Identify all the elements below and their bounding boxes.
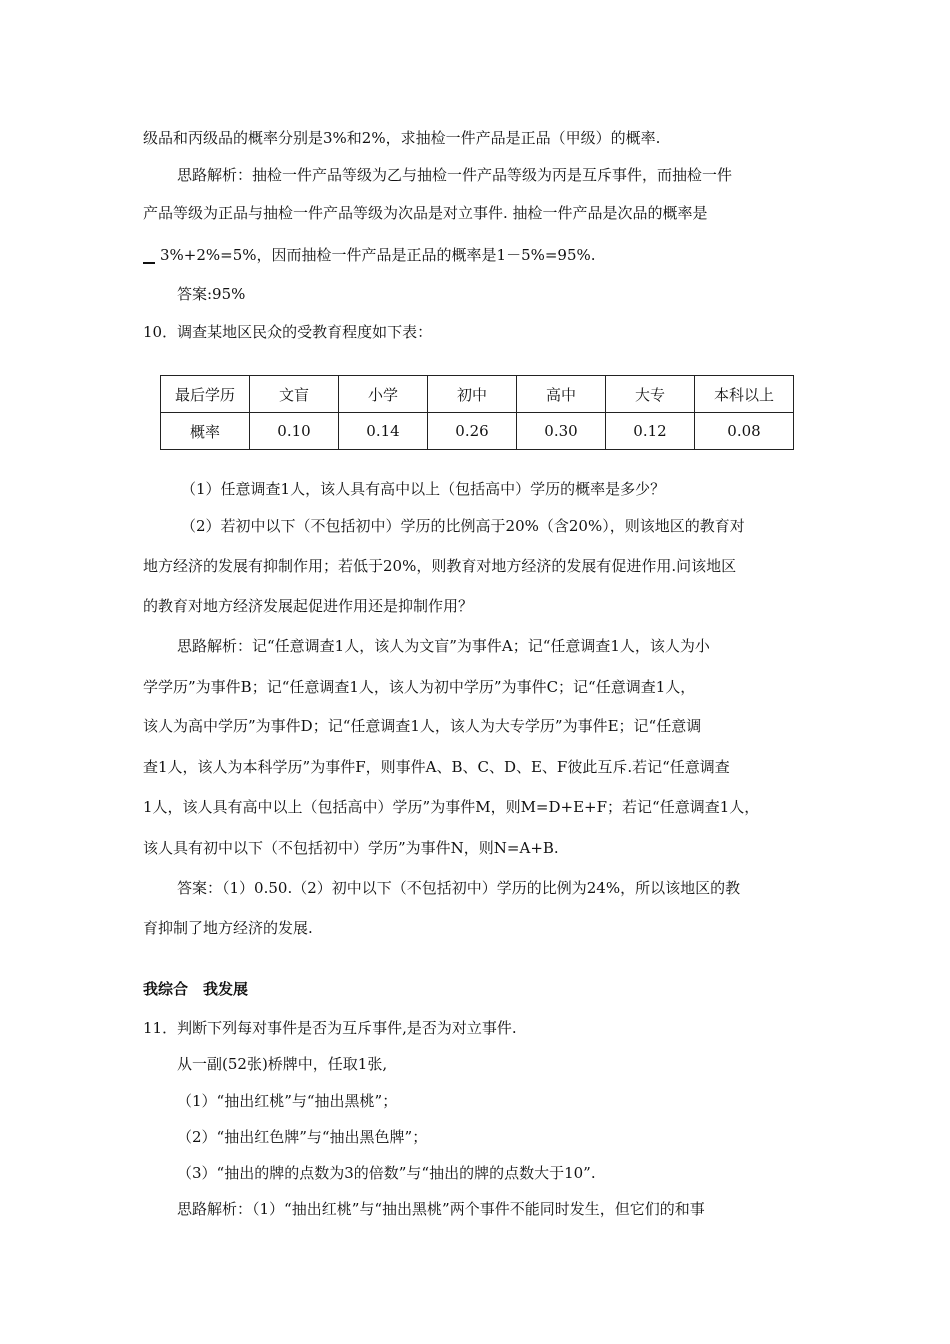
text-line: 地方经济的发展有抑制作用；若低于20%，则教育对地方经济的发展有促进作用.问该地区: [143, 557, 737, 575]
text-line: 育抑制了地方经济的发展.: [143, 919, 313, 937]
question-10-title: 10．调查某地区民众的受教育程度如下表：: [143, 323, 433, 341]
table-row: [161, 376, 794, 413]
text-line: 的教育对地方经济发展起促进作用还是抑制作用？: [143, 597, 474, 615]
answer-line: 答案：（1）0.50.（2）初中以下（不包括初中）学历的比例为24%，所以该地区的教: [177, 879, 741, 897]
underline-mark: [143, 262, 155, 264]
text-line: （2）“抽出红色牌”与“抽出黑色牌”；: [177, 1128, 428, 1146]
table-cell: 0.12: [606, 413, 695, 450]
text-line: 产品等级为正品与抽检一件产品等级为次品是对立事件. 抽检一件产品是次品的概率是: [143, 204, 708, 222]
table-cell: 初中: [428, 376, 517, 413]
table-cell: 0.30: [517, 413, 606, 450]
text-line: 学学历”为事件B；记“任意调查1人，该人为初中学历”为事件C；记“任意调查1人，: [143, 678, 696, 696]
text-line: （1）“抽出红桃”与“抽出黑桃”；: [177, 1092, 398, 1110]
table-cell: 小学: [339, 376, 428, 413]
table-cell: 0.08: [695, 413, 794, 450]
table-cell: 最后学历: [161, 376, 250, 413]
table-row: [161, 413, 794, 450]
table-cell: 高中: [517, 376, 606, 413]
text-line: 思路解析：（1）“抽出红桃”与“抽出黑桃”两个事件不能同时发生，但它们的和事: [177, 1200, 705, 1218]
text-line: 该人为高中学历”为事件D；记“任意调查1人，该人为大专学历”为事件E；记“任意调: [143, 717, 702, 735]
table-cell: 0.26: [428, 413, 517, 450]
text-line: 查1人，该人为本科学历”为事件F，则事件A、B、C、D、E、F彼此互斥.若记“任意调查: [143, 758, 730, 776]
text-line: 1人，该人具有高中以上（包括高中）学历”为事件M，则M=D+E+F；若记“任意调查1人，: [143, 798, 760, 816]
text-line: 级品和丙级品的概率分别是3%和2%，求抽检一件产品是正品（甲级）的概率.: [143, 129, 661, 147]
answer-line: 答案:95%: [177, 285, 246, 303]
text-line: 思路解析：抽检一件产品等级为乙与抽检一件产品等级为丙是互斥事件，而抽检一件: [177, 166, 733, 184]
table-cell: 大专: [606, 376, 695, 413]
table-cell: 0.14: [339, 413, 428, 450]
question-11-title: 11．判断下列每对事件是否为互斥事件,是否为对立事件.: [143, 1019, 517, 1037]
text-line: 3%+2%=5%，因而抽检一件产品是正品的概率是1－5%=95%.: [160, 246, 596, 264]
text-line: （3）“抽出的牌的点数为3的倍数”与“抽出的牌的点数大于10”.: [177, 1164, 596, 1182]
text-line: （1）任意调查1人，该人具有高中以上（包括高中）学历的概率是多少？: [181, 480, 666, 498]
text-line: （2）若初中以下（不包括初中）学历的比例高于20%（含20%），则该地区的教育对: [181, 517, 745, 535]
text-line: 从一副(52张)桥牌中，任取1张,: [177, 1055, 388, 1073]
text-line: 思路解析：记“任意调查1人，该人为文盲”为事件A；记“任意调查1人，该人为小: [177, 637, 710, 655]
text-line: 该人具有初中以下（不包括初中）学历”为事件N，则N=A+B.: [143, 839, 559, 857]
table-cell: 概率: [161, 413, 250, 450]
table-cell: 文盲: [250, 376, 339, 413]
education-table: [160, 375, 794, 450]
table-cell: 0.10: [250, 413, 339, 450]
table-cell: 本科以上: [695, 376, 794, 413]
section-title: 我综合 我发展: [143, 980, 249, 998]
